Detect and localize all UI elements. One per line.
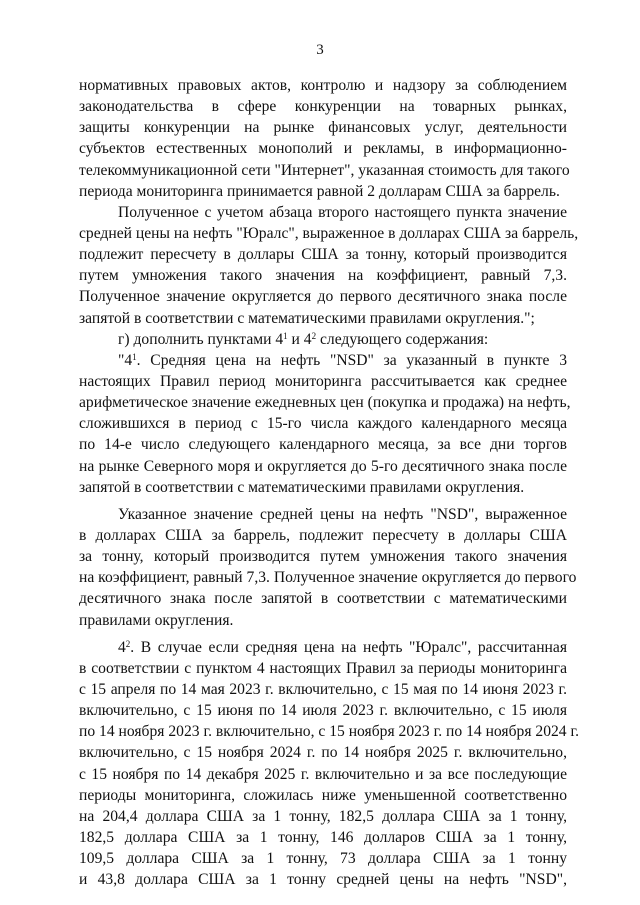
text-line: путем умножения такого значения на коэффициент, равный 7,3. <box>79 267 567 285</box>
text-line: в долларах США за баррель, подлежит пересчету в доллары США <box>79 526 567 544</box>
text-line: на коэффициент, равный 7,3. Полученное значение округляется до первого <box>79 569 577 587</box>
text-line: правилами округления. <box>79 611 234 629</box>
text-line: защиты конкуренции на рынке финансовых услуг, деятельности <box>79 119 567 137</box>
text-line: законодательства в сфере конкуренции на товарных рынках, <box>79 98 567 116</box>
document-body <box>79 75 580 890</box>
text-line: 109,5 доллара США за 1 тонну, 73 доллара США за 1 тонну <box>79 850 567 868</box>
paragraph-nsd-conversion <box>79 504 577 631</box>
text-line: "$4^1$. Средняя цена на нефть "NSD" за указанный в пункте 3 <box>118 351 567 369</box>
text-line: десятичного знака после запятой в соответствии с математическими <box>79 590 567 608</box>
text-line: подлежит пересчету в доллары США за тонну, который производится <box>79 246 567 264</box>
text-line: по 14-е число следующего календарного месяца, за все дни торгов <box>79 436 567 454</box>
paragraph-clause-4-1 <box>79 350 571 498</box>
text-line: арифметическое значение ежедневных цен (покупка и продажа) на нефть, <box>79 394 571 412</box>
text-line: запятой в соответствии с математическими правилами округления. <box>79 478 525 496</box>
text-line: на рынке Северного моря и округляется до 5-го десятичного знака после <box>79 457 567 475</box>
text-line: в соответствии с пунктом 4 настоящих Правил за периоды мониторинга <box>79 659 567 677</box>
text-line: с 15 апреля по 14 мая 2023 г. включительно, с 15 мая по 14 июня 2023 г. <box>79 680 567 698</box>
text-line: настоящих Правил период мониторинга рассчитывается как среднее <box>79 372 567 390</box>
page-number: 3 <box>316 42 324 58</box>
text-line: $4^2$. В случае если средняя цена на нефть "Юралс", рассчитанная <box>118 638 567 656</box>
text-line: сложившихся в период с 15-го числа каждого календарного месяца <box>79 415 567 433</box>
paragraph-conversion <box>79 202 579 329</box>
text-line: телекоммуникационной сети "Интернет", указанная стоимость для такого <box>79 161 570 179</box>
text-line: г) дополнить пунктами $4^1$ и $4^2$ следующего содержания: <box>118 330 489 348</box>
text-line: 182,5 доллара США за 1 тонну, 146 долларов США за 1 тонну, <box>79 828 567 846</box>
text-line: средней цены на нефть "Юралс", выраженное в долларах США за баррель, <box>79 224 579 242</box>
text-line: нормативных правовых актов, контролю и надзору за соблюдением <box>79 77 567 94</box>
paragraph-amendment-item <box>79 329 567 350</box>
text-line: с 15 ноября по 14 декабря 2025 г. включительно и за все последующие <box>79 765 567 783</box>
text-line: Полученное значение округляется до первого десятичного знака после <box>79 288 567 306</box>
text-line: на 204,4 доллара США за 1 тонну, 182,5 доллара США за 1 тонну, <box>79 807 567 825</box>
text-line: периода мониторинга принимается равной 2 долларам США за баррель. <box>79 182 560 200</box>
text-line: и 43,8 доллара США за 1 тонну средней цены на нефть "NSD", <box>79 871 567 889</box>
text-line: периоды мониторинга, сложилась ниже уменьшенной соответственно <box>79 786 567 804</box>
text-line: запятой в соответствии с математическими правилами округления."; <box>79 309 535 327</box>
text-line: включительно, с 15 июня по 14 июля 2023 г. включительно, с 15 июля <box>79 702 567 720</box>
text-line: включительно, с 15 ноября 2024 г. по 14 ноября 2025 г. включительно, <box>79 744 567 762</box>
text-line: за тонну, который производится путем умножения такого значения <box>79 548 567 566</box>
text-line: субъектов естественных монополий и рекламы, в информационно- <box>79 140 567 158</box>
paragraph-continuation <box>79 75 570 202</box>
text-line: по 14 ноября 2023 г. включительно, с 15 ноября 2023 г. по 14 ноября 2024 г. <box>79 723 580 741</box>
paragraph-clause-4-2 <box>79 637 580 891</box>
text-line: Полученное с учетом абзаца второго настоящего пункта значение <box>118 203 567 221</box>
text-line: Указанное значение средней цены на нефть "NSD", выраженное <box>118 505 567 523</box>
